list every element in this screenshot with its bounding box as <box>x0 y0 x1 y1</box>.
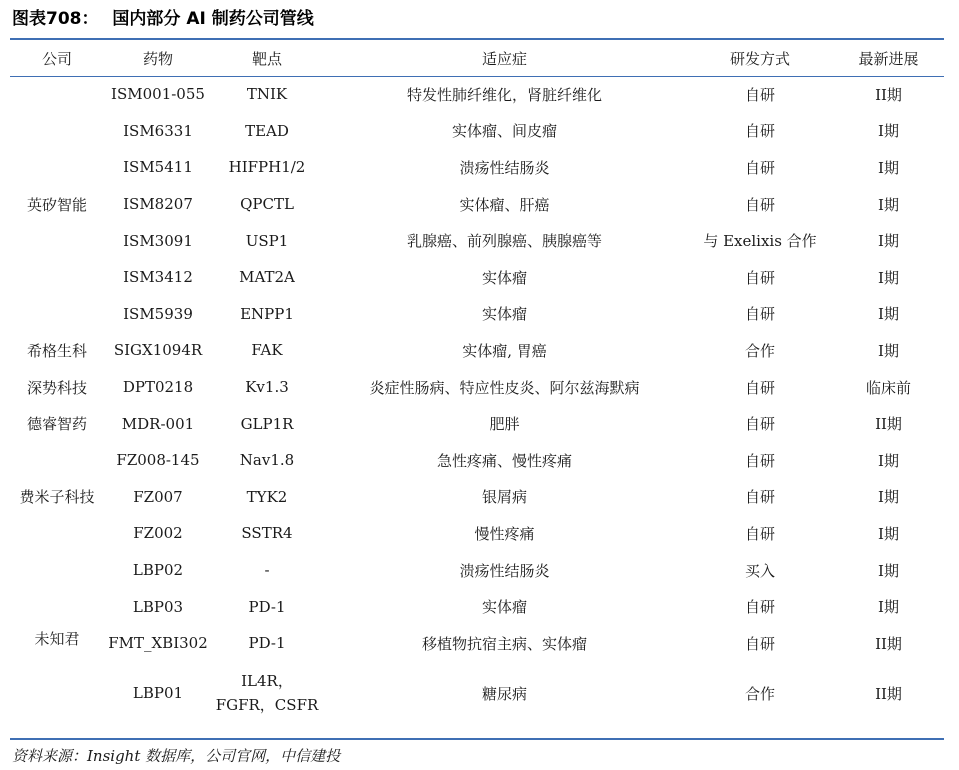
indication-cell: 移植物抗宿主病、实体瘤 <box>421 634 587 653</box>
drug-cell: FZ002 <box>133 524 183 543</box>
indication-cell: 实体瘤 <box>481 598 527 617</box>
table-row <box>10 113 944 150</box>
target-cell: TNIK <box>246 85 288 104</box>
table-row <box>10 149 944 186</box>
table-row <box>10 186 944 223</box>
target-cell: ENPP1 <box>240 304 294 323</box>
target-line: FGFR，CSFR <box>215 696 319 714</box>
source-note: 资料来源：Insight 数据库，公司官网，中信建投 <box>12 747 341 765</box>
indication-cell: 银屑病 <box>481 488 527 507</box>
target-cell: Nav1.8 <box>239 451 295 470</box>
target-cell: PD-1 <box>248 597 286 616</box>
target-cell: SSTR4 <box>241 524 293 543</box>
drug-cell: ISM5411 <box>123 158 193 177</box>
target-cell <box>212 662 322 725</box>
stage-cell: I期 <box>878 524 899 543</box>
table-row <box>10 442 944 479</box>
indication-cell: 糖尿病 <box>481 684 527 703</box>
target-cell: MAT2A <box>239 268 295 287</box>
mode-cell: 自研 <box>744 488 775 507</box>
drug-cell: ISM5939 <box>123 304 193 323</box>
company-cell: 深势科技 <box>26 378 87 397</box>
stage-cell: II期 <box>875 634 902 653</box>
mode-cell: 与 Exelixis 合作 <box>703 232 817 251</box>
target-cell: QPCTL <box>240 195 294 214</box>
table-row <box>10 296 944 333</box>
mode-cell: 自研 <box>744 122 775 141</box>
indication-cell: 实体瘤、间皮瘤 <box>451 122 557 141</box>
drug-cell: FMT_XBI302 <box>108 634 208 653</box>
drug-cell: LBP01 <box>132 684 184 702</box>
drug-cell: ISM3412 <box>123 268 193 287</box>
figure-number: 图表708： <box>12 9 99 29</box>
table-row <box>10 662 944 725</box>
stage-cell: 临床前 <box>865 378 911 397</box>
drug-cell: ISM3091 <box>123 231 193 250</box>
table-row <box>10 369 944 406</box>
drug-cell: ISM001-055 <box>111 85 205 104</box>
mode-cell: 自研 <box>744 415 775 434</box>
stage-cell: I期 <box>878 488 899 507</box>
target-cell: TYK2 <box>246 487 288 506</box>
company-cell: 德睿智药 <box>26 415 87 434</box>
target-cell: TEAD <box>245 121 289 140</box>
table-row <box>10 405 944 442</box>
mode-cell: 买入 <box>744 561 775 580</box>
indication-cell: 慢性疼痛 <box>474 524 535 543</box>
stage-cell: I期 <box>878 561 899 580</box>
header-target: 靶点 <box>251 49 282 68</box>
mode-cell: 自研 <box>744 634 775 653</box>
mode-cell: 合作 <box>744 684 775 703</box>
drug-cell: SIGX1094R <box>113 341 203 360</box>
company-cell: 费米子科技 <box>19 488 95 507</box>
indication-cell: 溃疡性结肠炎 <box>459 158 550 177</box>
mode-cell: 自研 <box>744 158 775 177</box>
target-cell: Kv1.3 <box>245 378 289 397</box>
stage-cell: II期 <box>875 85 902 104</box>
target-cell: FAK <box>251 341 283 360</box>
mode-cell: 自研 <box>744 305 775 324</box>
target-line: IL4R， <box>241 672 293 690</box>
figure-title-text: 国内部分 AI 制药公司管线 <box>112 9 314 29</box>
indication-cell: 实体瘤 <box>481 268 527 287</box>
stage-cell: I期 <box>878 158 899 177</box>
header-indication: 适应症 <box>481 49 527 68</box>
mode-cell: 合作 <box>744 341 775 360</box>
stage-cell: I期 <box>878 341 899 360</box>
header-drug: 药物 <box>142 49 173 68</box>
table-header-row <box>10 40 944 76</box>
indication-cell: 实体瘤 <box>481 305 527 324</box>
table-row <box>10 515 944 552</box>
drug-cell: FZ008-145 <box>116 451 200 470</box>
target-cell: PD-1 <box>248 634 286 653</box>
stage-cell: I期 <box>878 598 899 617</box>
mode-cell: 自研 <box>744 268 775 287</box>
table-row <box>10 222 944 259</box>
table-row <box>10 76 944 113</box>
drug-cell: ISM8207 <box>123 195 193 214</box>
header-company: 公司 <box>41 49 72 68</box>
stage-cell: I期 <box>878 195 899 214</box>
drug-cell: DPT0218 <box>122 378 194 397</box>
mode-cell: 自研 <box>744 451 775 470</box>
mode-cell: 自研 <box>744 524 775 543</box>
indication-cell: 炎症性肠病、特应性皮炎、阿尔兹海默病 <box>369 378 640 397</box>
indication-cell: 肥胖 <box>489 415 520 434</box>
mode-cell: 自研 <box>744 598 775 617</box>
table-row <box>10 479 944 516</box>
target-cell: - <box>264 561 270 580</box>
table-row <box>10 588 944 625</box>
table-row <box>10 625 944 662</box>
company-cell: 英矽智能 <box>26 195 87 214</box>
table-row <box>10 332 944 369</box>
target-cell: USP1 <box>245 231 289 250</box>
mode-cell: 自研 <box>744 378 775 397</box>
mode-cell: 自研 <box>744 85 775 104</box>
drug-cell: MDR-001 <box>121 414 195 433</box>
table-bottom-rule <box>10 738 944 740</box>
company-cell: 未知君 <box>34 629 80 648</box>
table-row <box>10 259 944 296</box>
indication-cell: 特发性肺纤维化，肾脏纤维化 <box>406 85 602 104</box>
header-stage: 最新进展 <box>858 49 919 68</box>
stage-cell: I期 <box>878 305 899 324</box>
indication-cell: 急性疼痛、慢性疼痛 <box>436 451 572 470</box>
stage-cell: I期 <box>878 451 899 470</box>
figure-title <box>12 6 314 32</box>
drug-cell: ISM6331 <box>123 121 193 140</box>
target-cell: HIFPH1/2 <box>228 158 306 177</box>
drug-cell: FZ007 <box>133 487 183 506</box>
stage-cell: I期 <box>878 232 899 251</box>
stage-cell: II期 <box>875 684 902 703</box>
pipeline-table <box>10 40 944 725</box>
stage-cell: I期 <box>878 122 899 141</box>
company-cell: 希格生科 <box>26 341 87 360</box>
indication-cell: 乳腺癌、前列腺癌、胰腺癌等 <box>406 232 602 251</box>
mode-cell: 自研 <box>744 195 775 214</box>
stage-cell: II期 <box>875 415 902 434</box>
header-mode: 研发方式 <box>729 49 790 68</box>
indication-cell: 实体瘤、肝癌 <box>459 195 550 214</box>
drug-cell: LBP02 <box>132 561 184 580</box>
target-cell: GLP1R <box>240 414 294 433</box>
drug-cell: LBP03 <box>132 597 184 616</box>
table-row <box>10 552 944 589</box>
indication-cell: 实体瘤, 胃癌 <box>462 341 547 360</box>
indication-cell: 溃疡性结肠炎 <box>459 561 550 580</box>
stage-cell: I期 <box>878 268 899 287</box>
